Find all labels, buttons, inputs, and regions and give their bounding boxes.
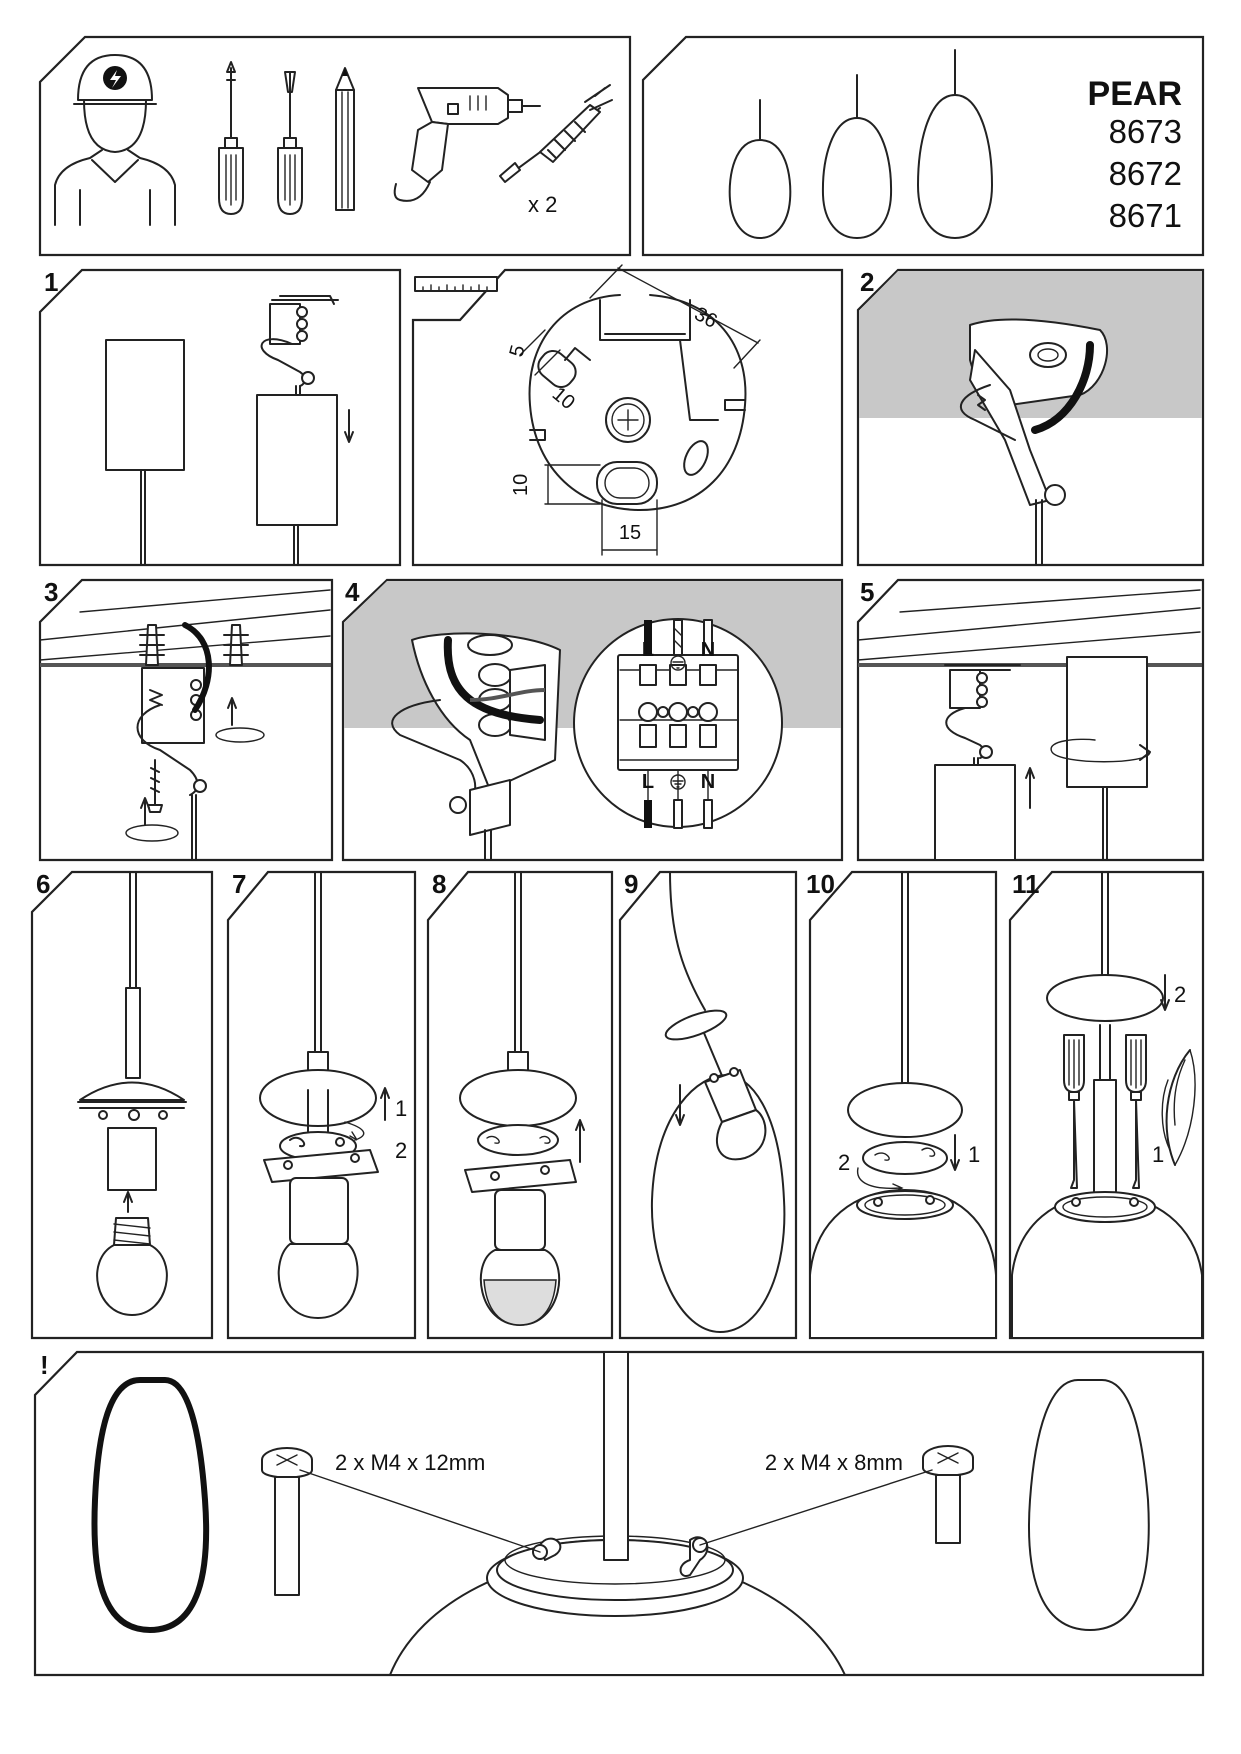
- step-number-2: 2: [860, 267, 875, 297]
- wiring-detail-magnifier: [574, 619, 782, 828]
- tools-panel: [40, 37, 630, 255]
- screw-12mm-label: 2 x M4 x 12mm: [335, 1450, 486, 1475]
- product-name: PEAR: [1087, 75, 1182, 113]
- dimension-10-slot: 10: [547, 382, 579, 415]
- model-number-1: 8673: [1108, 113, 1182, 150]
- model-number-3: 8671: [1108, 197, 1182, 234]
- terminal-label-l-bottom: L: [641, 771, 655, 793]
- step-number-11: 11: [1012, 869, 1040, 899]
- warning-note-panel: [35, 1350, 1203, 1675]
- step-10-order-1: 1: [968, 1142, 981, 1167]
- ruler-icon: [415, 277, 497, 291]
- step-11-order-1: 1: [1152, 1142, 1165, 1167]
- product-panel: [643, 37, 1203, 255]
- step-10-order-2: 2: [838, 1150, 851, 1175]
- warning-mark: !: [40, 1350, 49, 1380]
- step-2-panel: [858, 267, 1203, 565]
- step-7-order-1: 1: [395, 1096, 408, 1121]
- model-number-2: 8672: [1108, 155, 1182, 192]
- dimension-10-height: 10: [510, 473, 532, 496]
- dimension-5: 5: [505, 342, 530, 360]
- light-outline-shade-icon: [1029, 1380, 1149, 1630]
- step-4-panel: [343, 577, 842, 860]
- step-number-3: 3: [44, 577, 59, 607]
- terminal-label-n-bottom: N: [700, 771, 716, 793]
- mounting-plate-panel: [413, 265, 842, 565]
- dimension-36: 36: [690, 302, 721, 333]
- step-number-9: 9: [624, 869, 639, 899]
- step-1-panel: [40, 267, 400, 565]
- step-number-8: 8: [432, 869, 447, 899]
- step-5-panel: [858, 577, 1203, 860]
- step-number-10: 10: [806, 869, 835, 899]
- step-10-panel: [806, 869, 996, 1338]
- pencil-icon: [336, 68, 354, 210]
- step-8-panel: [428, 869, 612, 1338]
- step-number-7: 7: [232, 869, 247, 899]
- anchor-quantity: x 2: [528, 192, 558, 217]
- step-number-5: 5: [860, 577, 875, 607]
- step-7-panel: [228, 869, 415, 1338]
- step-number-4: 4: [345, 577, 360, 607]
- terminal-label-n-top: N: [700, 639, 716, 661]
- step-number-6: 6: [36, 869, 51, 899]
- step-number-1: 1: [44, 267, 59, 297]
- screw-8mm-label: 2 x M4 x 8mm: [764, 1450, 903, 1475]
- terminal-label-l-top: L: [641, 639, 655, 661]
- heavy-outline-shade-icon: [94, 1380, 206, 1630]
- step-6-panel: [32, 869, 212, 1338]
- step-3-panel: [40, 577, 332, 860]
- step-7-order-2: 2: [395, 1138, 408, 1163]
- dimension-15: 15: [618, 522, 642, 544]
- step-11-panel: [1010, 869, 1203, 1338]
- step-11-order-2: 2: [1174, 982, 1187, 1007]
- step-9-panel: [620, 869, 796, 1338]
